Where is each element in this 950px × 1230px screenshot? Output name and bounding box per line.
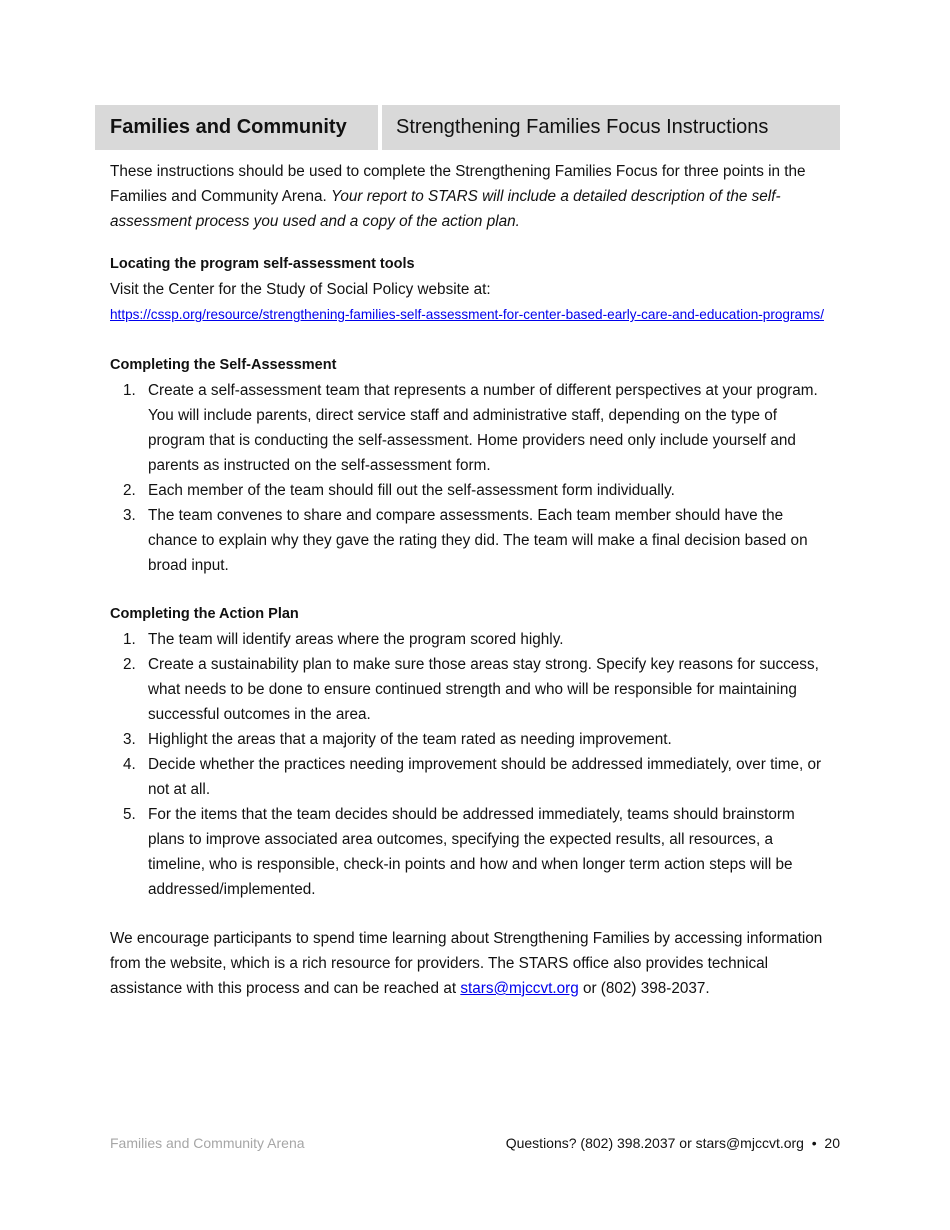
footer-right: Questions? (802) 398.2037 or stars@mjccvt.org • 20 bbox=[505, 1135, 840, 1151]
intro-text: These instructions should be used to complete the Strengthening Families Focus for three points in the Families and Community Arena. bbox=[110, 163, 806, 205]
closing-paragraph bbox=[110, 926, 832, 1001]
email-link[interactable]: stars@mjccvt.org bbox=[460, 980, 579, 997]
list-item: 3. The team convenes to share and compare assessments. Each team member should have the chance to explain why they gave the rating they did. The team will make a final decision based on broad input. bbox=[140, 503, 832, 578]
intro-paragraph bbox=[110, 159, 832, 234]
list-item: 3. Highlight the areas that a majority of the team rated as needing improvement. bbox=[140, 727, 832, 752]
footer-left: Families and Community Arena bbox=[110, 1135, 305, 1151]
section-label: Families and Community bbox=[95, 105, 378, 150]
self-assessment-section bbox=[110, 353, 832, 578]
closing-after: or (802) 398-2037. bbox=[578, 980, 710, 997]
section-header bbox=[95, 105, 840, 150]
list-item: 5. For the items that the team decides should be addressed immediately, teams should brainstorm plans to improve associated area outcomes, specifying the expected results, all resources, a timeline, who is responsible, check-in points and how and when longer term action steps will be addressed/implemented. bbox=[140, 802, 832, 902]
list-item: 4. Decide whether the practices needing improvement should be addressed immediately, over time, or not at all. bbox=[140, 752, 832, 802]
closing-text: We encourage participants to spend time learning about Strengthening Families by accessing information from the website, which is a rich resource for providers. The STARS office also provides technical assistance with this process and can be reached at bbox=[110, 930, 823, 997]
locating-heading: Locating the program self-assessment tools bbox=[110, 256, 415, 272]
action-plan-heading: Completing the Action Plan bbox=[110, 606, 299, 622]
locating-section bbox=[110, 252, 832, 327]
action-plan-section bbox=[110, 602, 832, 902]
locating-text: Visit the Center for the Study of Social Policy website at: bbox=[110, 281, 491, 298]
action-plan-list bbox=[110, 627, 832, 902]
list-item: 2. Each member of the team should fill out the self-assessment form individually. bbox=[140, 478, 832, 503]
self-assessment-heading: Completing the Self-Assessment bbox=[110, 357, 337, 373]
page-title: Strengthening Families Focus Instructions bbox=[382, 105, 840, 150]
content bbox=[110, 159, 832, 1001]
list-item: 2. Create a sustainability plan to make sure those areas stay strong. Specify key reasons for success, what needs to be done to ensure continued strength and who will be responsible for maintaining successful outcomes in the area. bbox=[140, 652, 832, 727]
cssp-link[interactable]: https://cssp.org/resource/strengthening-families-self-assessment-for-center-based-early-care-and-education-programs/ bbox=[110, 307, 824, 322]
self-assessment-list bbox=[110, 378, 832, 578]
list-item: 1. Create a self-assessment team that represents a number of different perspectives at your program. You will include parents, direct service staff and administrative staff, depending on the type of program that is conducting the self-assessment. Home providers need only include yourself and parents as instructed on the self-assessment form. bbox=[140, 378, 832, 478]
list-item: 1. The team will identify areas where the program scored highly. bbox=[140, 627, 832, 652]
intro-italic: Your report to STARS will include a detailed description of the self-assessment process you used and a copy of the action plan. bbox=[110, 188, 781, 230]
footer bbox=[110, 1131, 840, 1156]
